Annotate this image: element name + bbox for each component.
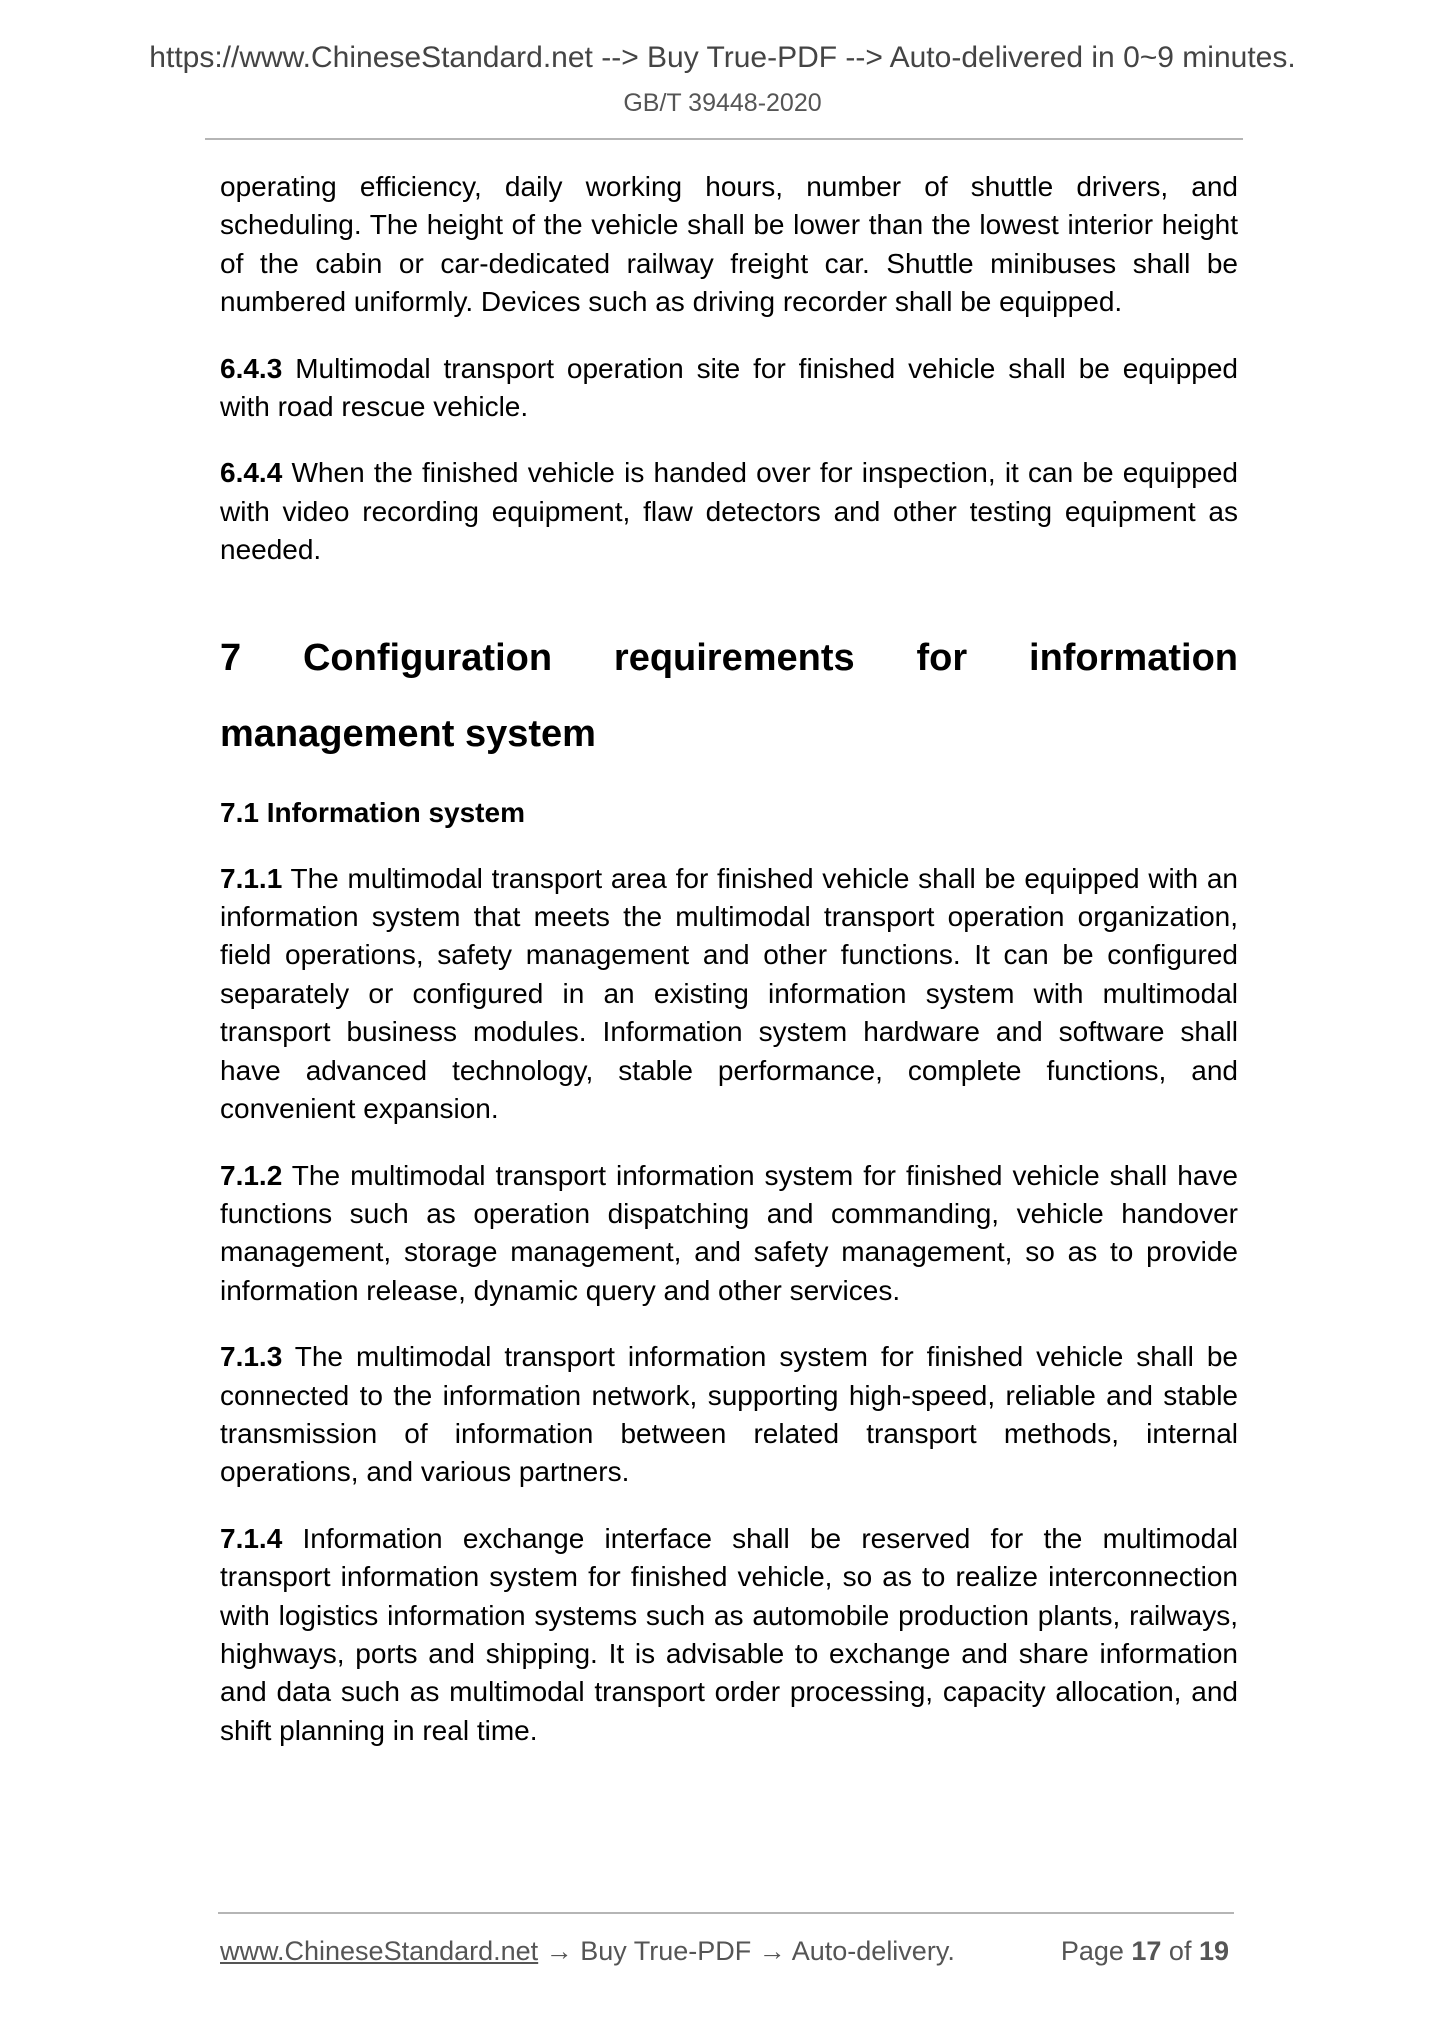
footer-source: [220, 1934, 955, 1968]
page-number: 17: [1131, 1936, 1162, 1966]
clause-number: 7.1.3: [220, 1341, 283, 1373]
clause-7-1-4: [220, 1520, 1238, 1750]
clause-6-4-4: [220, 454, 1238, 569]
clause-7-1-1: [220, 860, 1238, 1129]
clause-number: 6.4.3: [220, 352, 283, 384]
page-body: [220, 168, 1238, 1778]
clause-text: The multimodal transport information system for finished vehicle shall have functions such as operation dispatching and commanding, vehicle handover management, storage management, and safety management, so as to provide information release, dynamic query and other services.: [220, 1159, 1238, 1306]
clause-number: 7.1.1: [220, 862, 283, 894]
page-of-label: of: [1161, 1936, 1199, 1966]
clause-number: 7.1.4: [220, 1522, 283, 1554]
clause-7-1-2: [220, 1157, 1238, 1311]
clause-text: The multimodal transport information system for finished vehicle shall be connected to the information network, supporting high-speed, reliable and stable transmission of information between related transport methods, internal operations, and various partners.: [220, 1341, 1238, 1488]
footer-divider: [218, 1912, 1234, 1914]
page-indicator: [1061, 1934, 1229, 1968]
paragraph-continued: operating efficiency, daily working hours, number of shuttle drivers, and scheduling. The height of the vehicle shall be lower than the lowest interior height of the cabin or car-dedicated railway freight car. Shuttle minibuses shall be numbered uniformly. Devices such as driving recorder shall be equipped.: [220, 171, 1238, 318]
clause-number: 6.4.4: [220, 457, 283, 489]
section-7-1-heading: 7.1 Information system: [220, 796, 525, 828]
clause-text: Multimodal transport operation site for finished vehicle shall be equipped with road rescue vehicle.: [220, 352, 1238, 423]
clause-7-1-3: [220, 1338, 1238, 1492]
clause-6-4-3: [220, 350, 1238, 427]
header-divider: [205, 138, 1243, 140]
standard-code: GB/T 39448-2020: [623, 89, 822, 117]
footer-site-link[interactable]: www.ChineseStandard.net: [220, 1936, 539, 1966]
page-total: 19: [1198, 1936, 1229, 1966]
clause-text: Information exchange interface shall be reserved for the multimodal transport information system for finished vehicle, so as to realize interconnection with logistics information systems such as automobile production plants, railways, highways, ports and shipping. It is advisable to exchange and share information and data such as multimodal transport order processing, capacity allocation, and shift planning in real time.: [220, 1522, 1238, 1746]
page-label: Page: [1060, 1936, 1132, 1966]
clause-text: When the finished vehicle is handed over for inspection, it can be equipped with video recording equipment, flaw detectors and other testing equipment as needed.: [220, 457, 1238, 566]
clause-text: The multimodal transport area for finished vehicle shall be equipped with an information system that meets the multimodal transport operation organization, field operations, safety management and other functions. It can be configured separately or configured in an existing information system with multimodal transport business modules. Information system hardware and software shall have advanced technology, stable performance, complete functions, and convenient expansion.: [220, 862, 1238, 1125]
chapter-7-heading: 7 Configuration requirements for information management system: [220, 636, 1238, 755]
clause-number: 7.1.2: [220, 1159, 283, 1191]
footer-tagline: → Buy True-PDF → Auto-delivery.: [538, 1936, 955, 1966]
source-banner: https://www.ChineseStandard.net --> Buy True-PDF --> Auto-delivered in 0~9 minutes.: [149, 41, 1296, 74]
